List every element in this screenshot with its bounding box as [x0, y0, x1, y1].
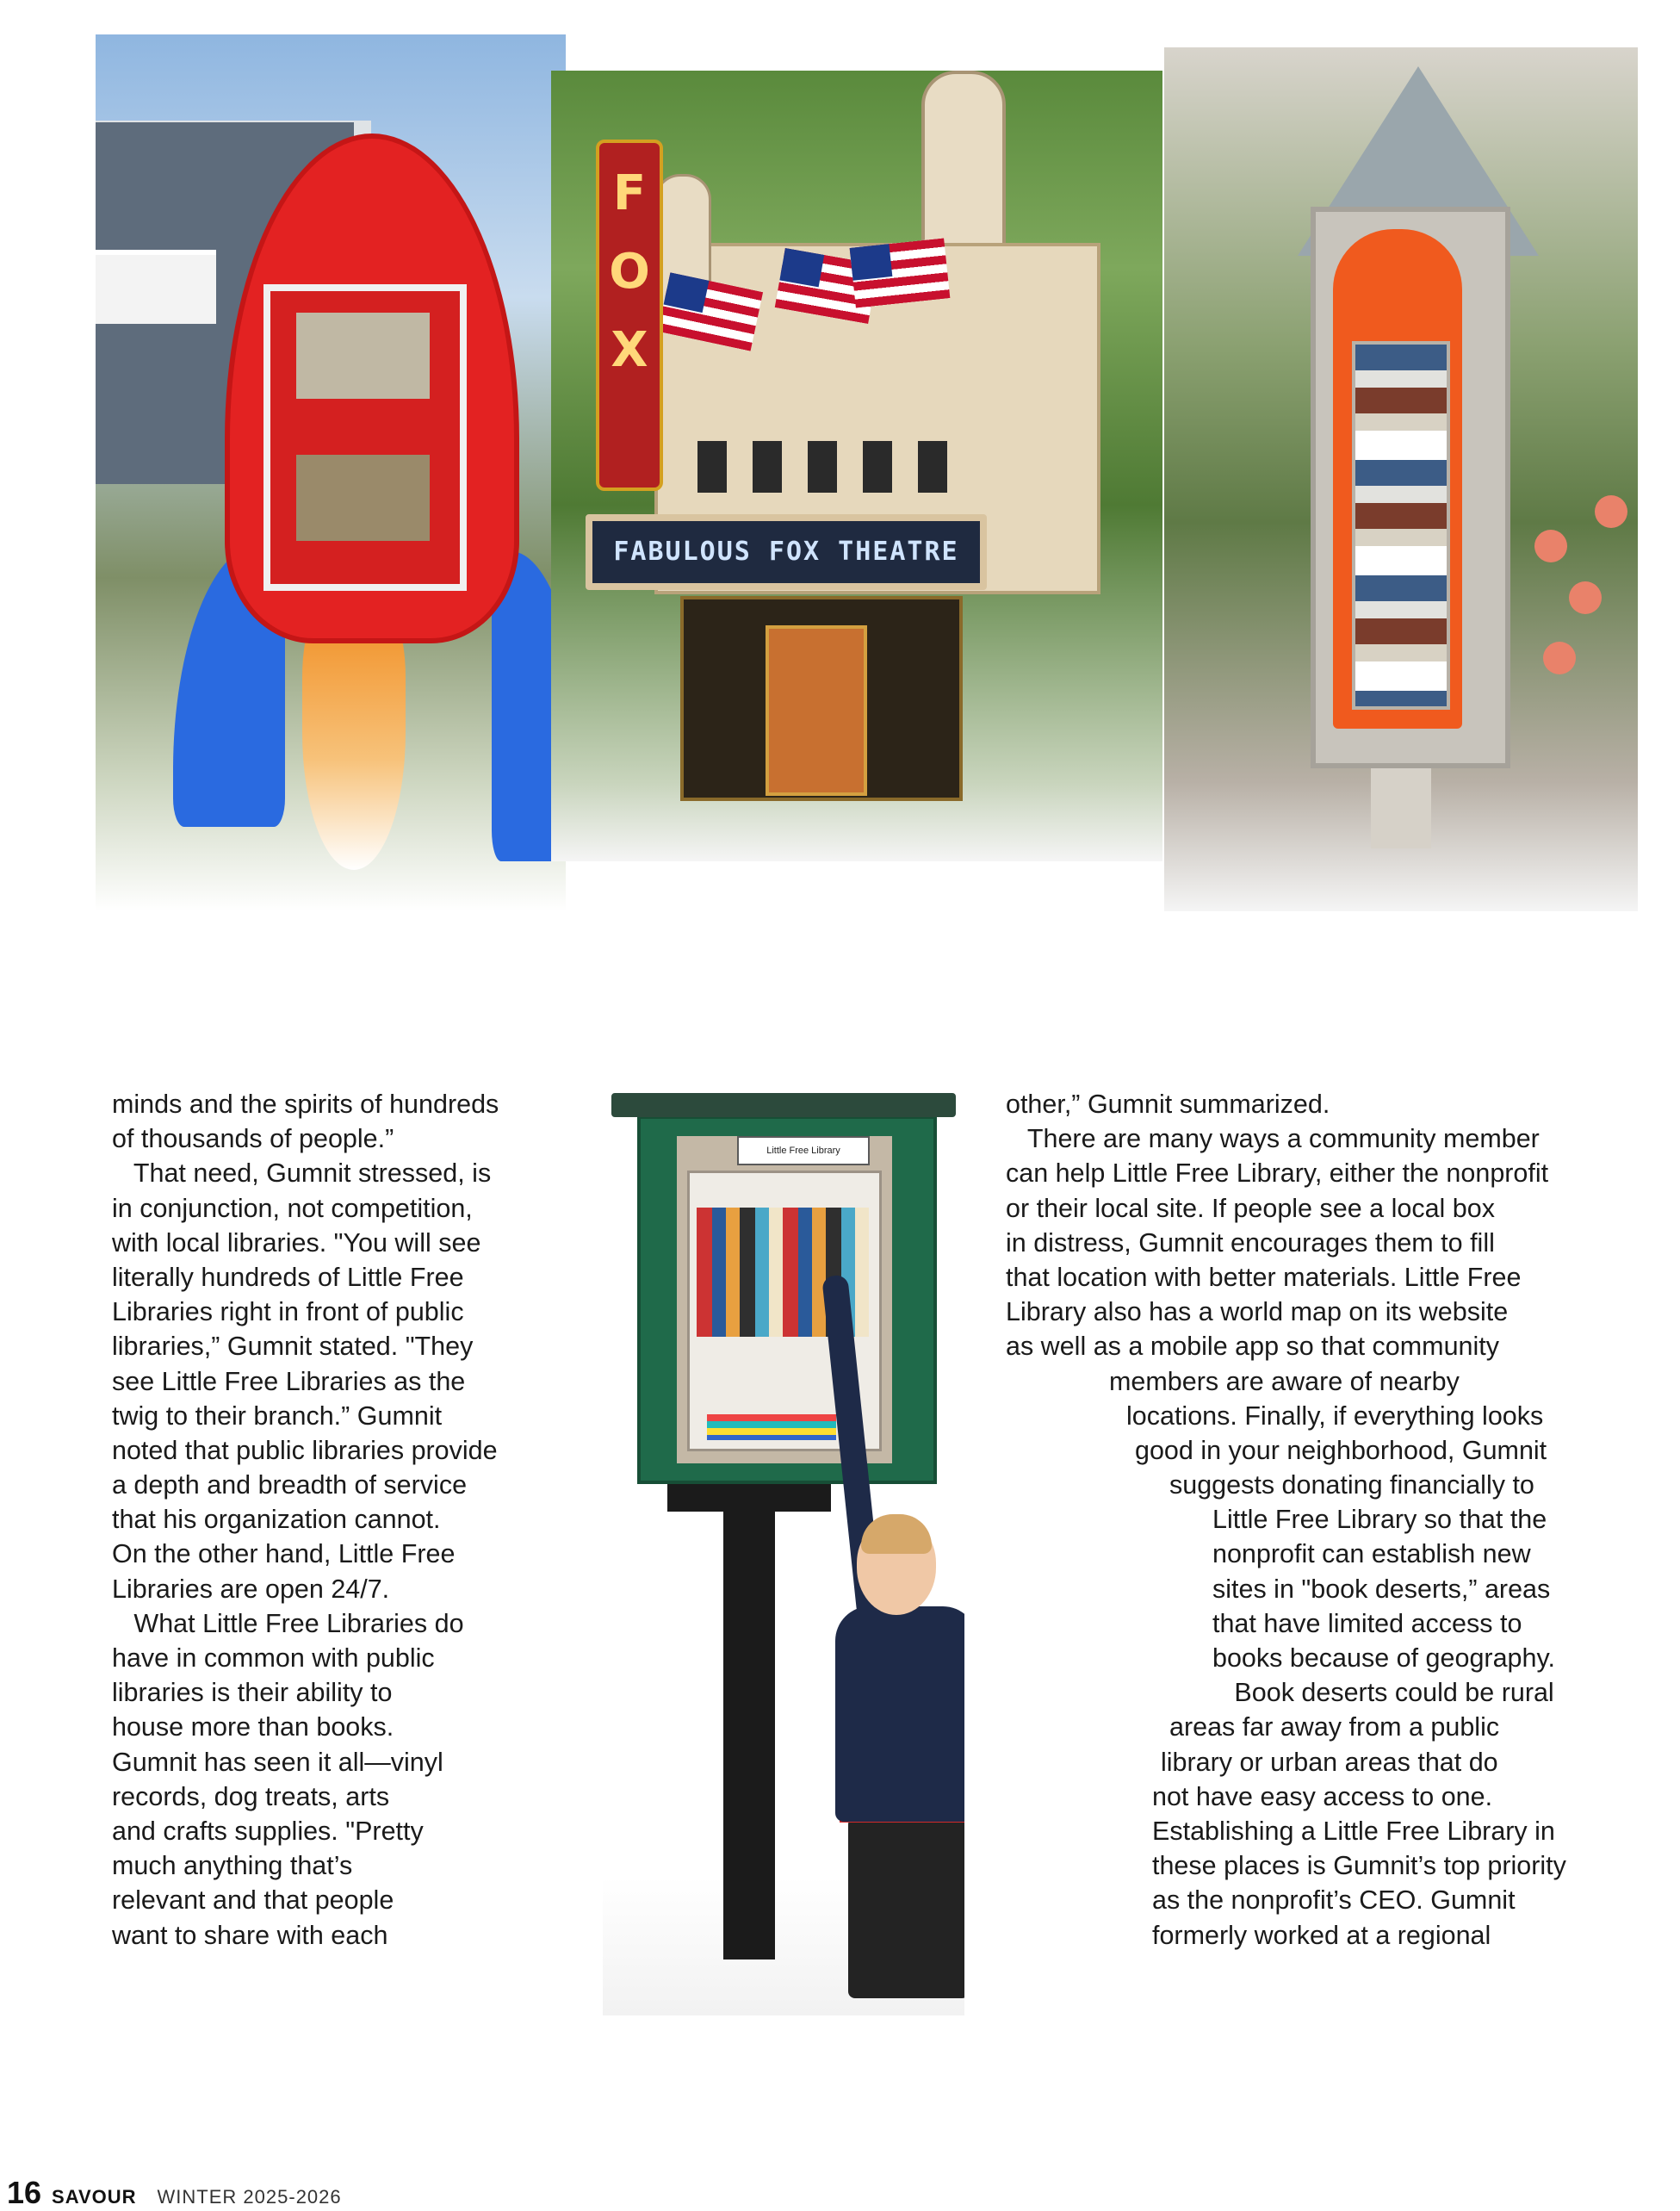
article-line: literally hundreds of Little Free [112, 1262, 464, 1292]
article-line: with local libraries. "You will see [112, 1227, 481, 1258]
house-library-photo [1164, 47, 1638, 911]
article-line: library or urban areas that do [1161, 1747, 1498, 1777]
article-right-column [1006, 1087, 1566, 1953]
article-line: as well as a mobile app so that community [1006, 1332, 1499, 1362]
article-line: these places is Gumnit’s top priority [1152, 1851, 1566, 1881]
magazine-name: SAVOUR [52, 2186, 137, 2208]
article-line: suggests donating financially to [1169, 1470, 1534, 1500]
article-line: Library also has a world map on its website [1006, 1297, 1509, 1327]
page-number: 16 [7, 2175, 42, 2210]
article-line: good in your neighborhood, Gumnit [1135, 1435, 1547, 1465]
fox-theatre-library-photo [551, 71, 1162, 861]
issue-date: WINTER 2025-2026 [157, 2186, 342, 2208]
article-line: members are aware of nearby [1109, 1366, 1460, 1396]
article-line: other,” Gumnit summarized. [1006, 1090, 1330, 1119]
article-line: Libraries are open 24/7. [112, 1574, 390, 1604]
rocket-library-photo [96, 34, 566, 911]
article-line: libraries is their ability to [112, 1678, 393, 1708]
article-line: have in common with public [112, 1643, 435, 1673]
article-line: Gumnit has seen it all—vinyl [112, 1747, 443, 1777]
article-line: a depth and breadth of service [112, 1470, 468, 1500]
fox-sign-letter: O [609, 244, 650, 300]
article-line: much anything that’s [112, 1851, 353, 1881]
article-line: nonprofit can establish new [1212, 1539, 1531, 1569]
article-line: twig to their branch.” Gumnit [112, 1401, 443, 1431]
fox-sign-letter: X [611, 322, 648, 378]
article-line: that have limited access to [1212, 1608, 1522, 1638]
article-line: can help Little Free Library, either the nonprofit [1006, 1158, 1549, 1189]
fox-sign-letter: F [612, 165, 647, 221]
article-line: noted that public libraries provide [112, 1435, 498, 1465]
article-line: of thousands of people.” [112, 1124, 394, 1154]
article-line: not have easy access to one. [1152, 1781, 1493, 1811]
article-line: and crafts supplies. "Pretty [112, 1816, 424, 1846]
article-line: minds and the spirits of hundreds [112, 1090, 499, 1119]
article-line: locations. Finally, if everything looks [1126, 1401, 1544, 1431]
article-line: that location with better materials. Little Free [1006, 1262, 1522, 1292]
article-line: or their local site. If people see a local box [1006, 1193, 1495, 1223]
article-line: Establishing a Little Free Library in [1152, 1816, 1555, 1846]
article-line: as the nonprofit’s CEO. Gumnit [1152, 1885, 1516, 1916]
article-line: Book deserts could be rural [1212, 1678, 1554, 1708]
article-line: What Little Free Libraries do [112, 1608, 464, 1638]
article-line: want to share with each [112, 1920, 388, 1950]
article-line: There are many ways a community member [1006, 1124, 1540, 1154]
article-line: On the other hand, Little Free [112, 1539, 456, 1569]
article-line: books because of geography. [1212, 1643, 1555, 1673]
article-line: sites in "book deserts,” areas [1212, 1574, 1551, 1604]
page-footer [7, 2175, 342, 2210]
little-free-library-label: Little Free Library [737, 1136, 870, 1165]
fox-sign [596, 140, 663, 491]
article-line: see Little Free Libraries as the [112, 1366, 466, 1396]
article-line: house more than books. [112, 1712, 394, 1742]
article-line: records, dog treats, arts [112, 1781, 390, 1811]
article-line: relevant and that people [112, 1885, 394, 1916]
article-line: in distress, Gumnit encourages them to fill [1006, 1227, 1495, 1258]
article-line: areas far away from a public [1169, 1712, 1500, 1742]
theatre-marquee [586, 514, 987, 590]
article-line: libraries,” Gumnit stated. "They [112, 1332, 474, 1362]
article-line: Little Free Library so that the [1212, 1505, 1547, 1535]
child-at-library-photo [603, 1090, 964, 2015]
article-line: Libraries right in front of public [112, 1297, 464, 1327]
article-line: formerly worked at a regional [1152, 1920, 1491, 1950]
marquee-text: FABULOUS FOX THEATRE [613, 537, 959, 567]
article-line: that his organization cannot. [112, 1505, 441, 1535]
article-line: That need, Gumnit stressed, is [112, 1158, 492, 1189]
article-line: in conjunction, not competition, [112, 1193, 473, 1223]
article-left-column [112, 1087, 499, 1953]
